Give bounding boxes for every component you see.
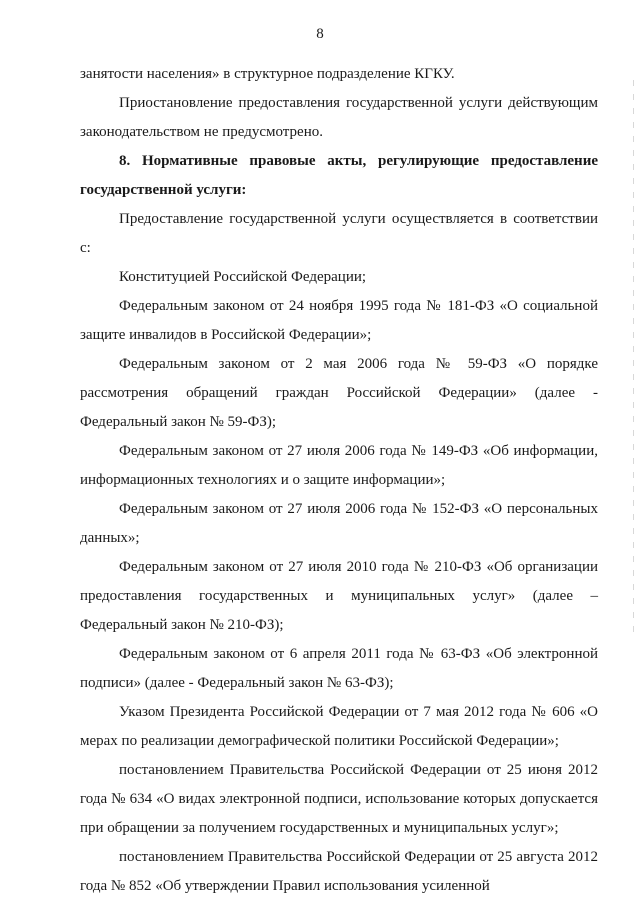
list-item-decree-606: Указом Президента Российской Федерации от 7 мая 2012 года № 606 «О мерах по реализации демографической политики Российской Федерации»;: [80, 704, 598, 749]
scan-edge-mark: [633, 80, 634, 640]
list-item-constitution: Конституцией Российской Федерации;: [119, 269, 367, 285]
list-item-law-181: Федеральным законом от 24 ноября 1995 года № 181-ФЗ «О социальной защите инвалидов в Российской Федерации»;: [80, 298, 598, 343]
list-item-law-59: Федеральным законом от 2 мая 2006 года № 59-ФЗ «О порядке рассмотрения обращений граждан Российской Федерации» (далее - Федеральный закон № 59-ФЗ);: [80, 356, 598, 430]
paragraph-employment: занятости населения» в структурное подразделение КГКУ.: [80, 66, 455, 82]
page-number: 8: [316, 26, 324, 42]
list-item-resolution-634: постановлением Правительства Российской Федерации от 25 июня 2012 года № 634 «О видах электронной подписи, использование которых допускается при обращении за получением государственных и муниципальных услуг»;: [80, 762, 598, 836]
list-item-law-152: Федеральным законом от 27 июля 2006 года № 152-ФЗ «О персональных данных»;: [80, 501, 598, 546]
paragraph-suspension: Приостановление предоставления государственной услуги действующим законодательством не предусмотрено.: [80, 95, 598, 140]
list-item-law-63: Федеральным законом от 6 апреля 2011 года № 63-ФЗ «Об электронной подписи» (далее - Федеральный закон № 63-ФЗ);: [80, 646, 598, 691]
paragraph-intro: Предоставление государственной услуги осуществляется в соответствии с:: [80, 211, 598, 256]
document-body: [80, 60, 598, 901]
list-item-resolution-852: постановлением Правительства Российской Федерации от 25 августа 2012 года № 852 «Об утверждении Правил использования усиленной: [80, 849, 598, 894]
list-item-law-210: Федеральным законом от 27 июля 2010 года № 210-ФЗ «Об организации предоставления государственных и муниципальных услуг» (далее – Федеральный закон № 210-ФЗ);: [80, 559, 598, 633]
section-heading: 8. Нормативные правовые акты, регулирующие предоставление государственной услуги:: [80, 153, 598, 198]
list-item-law-149: Федеральным законом от 27 июля 2006 года № 149-ФЗ «Об информации, информационных технологиях и о защите информации»;: [80, 443, 598, 488]
